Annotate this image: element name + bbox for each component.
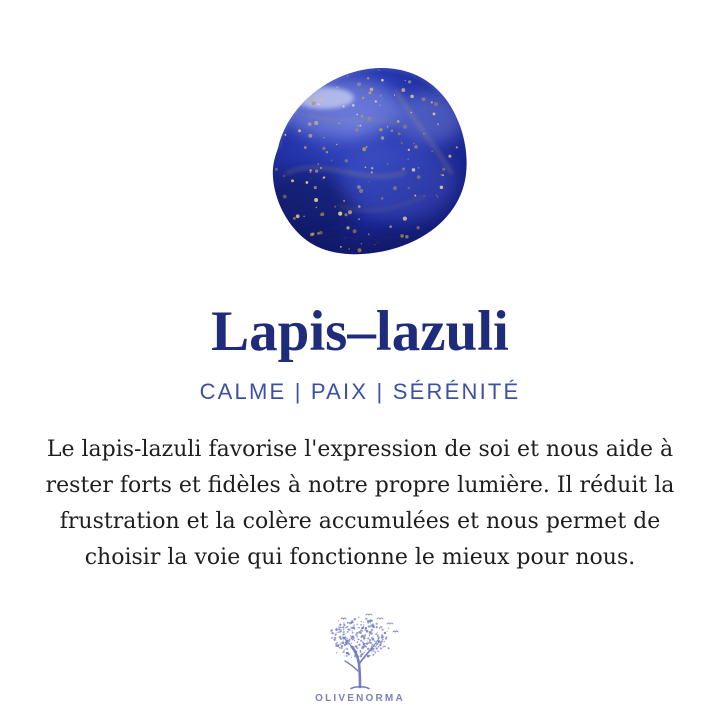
keywords-subtitle: CALME | PAIX | SÉRÉNITÉ bbox=[199, 379, 521, 404]
description-line: Le lapis-lazuli favorise l'expression de soi et nous aide à bbox=[46, 437, 674, 462]
description-line: choisir la voie qui fonctionne le mieux pour nous. bbox=[84, 545, 636, 570]
brand-wordmark: OLIVENORMA bbox=[315, 693, 405, 704]
description-paragraph bbox=[0, 432, 720, 576]
description-line: rester forts et fidèles à notre propre lumière. Il réduit la bbox=[45, 473, 675, 498]
description-line: frustration et la colère accumulées et nous permet de bbox=[59, 509, 661, 534]
olive-tree-logo-icon bbox=[317, 611, 403, 691]
page-title: Lapis–lazuli bbox=[211, 300, 509, 363]
lapis-stone-image bbox=[248, 56, 470, 260]
